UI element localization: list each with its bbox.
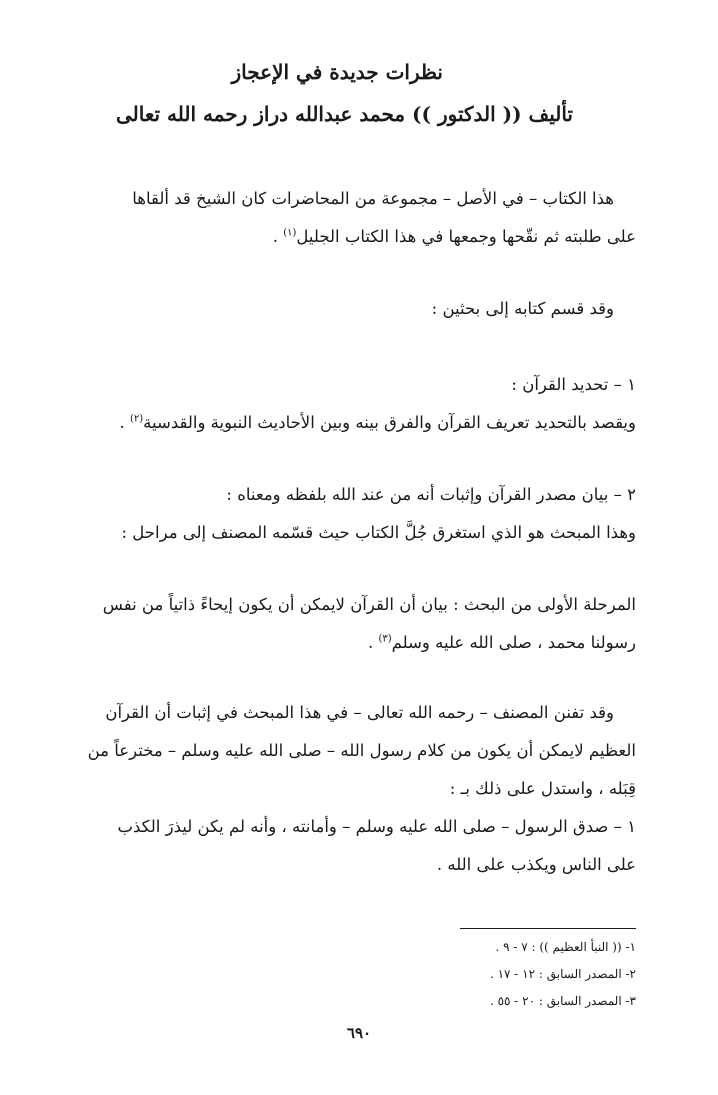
page-subtitle: تأليف (( الدكتور )) محمد عبدالله دراز رحمه الله تعالى [115,102,573,126]
author-line-1: وقد تفنن المصنف – رحمه الله تعالى – في هذا المبحث في إثبات أن القرآن [105,703,614,722]
author-line-2: العظيم لايمكن أن يكون من كلام رسول الله – صلى الله عليه وسلم – مخترعاً من [87,741,636,760]
footnotes [490,934,636,1015]
division-line: وقد قسم كتابه إلى بحثين : [431,299,614,318]
footnote-3: ٣- المصدر السابق : ٢٠ - ٥٥ . [489,994,636,1008]
author-line-3: قِبَله ، واستدل على ذلك بـ : [449,779,636,798]
page-number: ٦٩٠ [346,1024,372,1042]
section-1-text [76,404,636,442]
intro-line-2-end: . [272,227,284,246]
intro-line-2 [76,218,636,256]
stage-1-line-1: المرحلة الأولى من البحث : بيان أن القرآن لايمكن أن يكون إيحاءً ذاتياً من نفس [102,595,636,614]
author-line-4: ١ – صدق الرسول – صلى الله عليه وسلم – وأمانته ، وأنه لم يكن ليذرَ الكذب [117,817,636,836]
division-paragraph [76,290,636,328]
intro-line-2-text: على طلبته ثم نقّحها وجمعها في هذا الكتاب الجليل [296,227,636,246]
page-title: نظرات جديدة في الإعجاز [231,60,443,84]
section-1-text-end: . [119,413,130,432]
section-1 [76,366,636,442]
stage-1-line-2 [76,624,636,662]
intro-line-1: هذا الكتاب – في الأصل – مجموعة من المحاضرات كان الشيخ قد ألقاها [132,189,614,208]
author-method-paragraph [76,694,636,884]
footnote-divider [460,928,636,929]
stage-1-line-2-text: رسولنا محمد ، صلى الله عليه وسلم [391,633,636,652]
section-1-text-body: ويقصد بالتحديد تعريف القرآن والفرق بينه وبين الأحاديث النبوية والقدسية [143,413,636,432]
section-2 [76,476,636,552]
section-2-heading: ٢ – بيان مصدر القرآن وإثبات أنه من عند الله بلفظه ومعناه : [226,485,636,504]
footnote-ref-1: (١) [283,227,297,239]
footnote-ref-3: (٣) [378,633,392,645]
section-1-heading: ١ – تحديد القرآن : [511,375,636,394]
intro-paragraph [76,180,636,256]
author-line-5: على الناس ويكذب على الله . [436,855,636,874]
stage-1-line-2-end: . [367,633,379,652]
footnote-2: ٢- المصدر السابق : ١٢ - ١٧ . [489,967,636,981]
footnote-ref-2: (٢) [129,413,144,425]
section-2-text: وهذا المبحث هو الذي استغرق جُلَّ الكتاب حيث قسّمه المصنف إلى مراحل : [121,523,636,542]
footnote-1: ١- (( النبأ العظيم )) : ٧ - ٩ . [495,940,636,954]
stage-1-paragraph [76,586,636,662]
